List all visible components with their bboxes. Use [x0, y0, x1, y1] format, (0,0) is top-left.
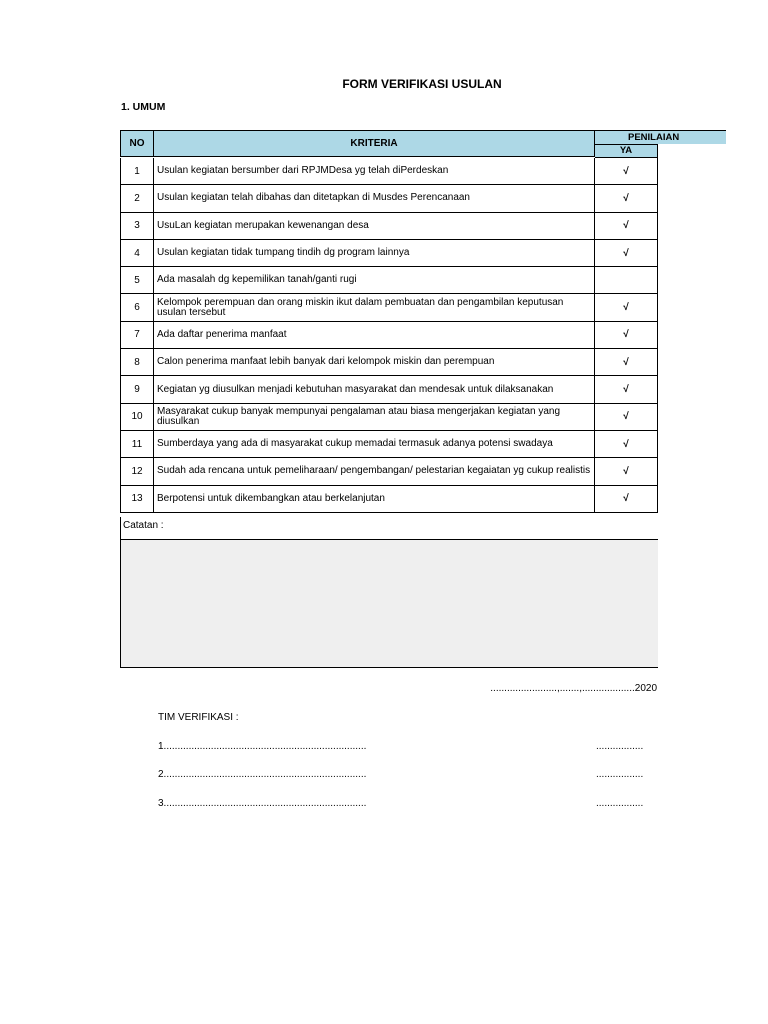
- table-body: [120, 158, 658, 513]
- row-ya-check: √: [595, 213, 658, 240]
- row-kriteria: Kelompok perempuan dan orang miskin ikut dalam pembuatan dan pengambilan keputusan usulan tersebut: [154, 294, 595, 321]
- header-kriteria: KRITERIA: [154, 130, 595, 157]
- row-ya-check: √: [595, 458, 658, 485]
- row-ya-check: √: [595, 431, 658, 458]
- table-row: [120, 404, 658, 431]
- row-kriteria: Usulan kegiatan tidak tumpang tindih dg program lainnya: [154, 240, 595, 267]
- table-row: [120, 294, 658, 321]
- row-ya-check: √: [595, 240, 658, 267]
- row-number: 12: [120, 458, 154, 485]
- row-kriteria: Usulan kegiatan bersumber dari RPJMDesa yg telah diPerdeskan: [154, 158, 595, 185]
- row-number: 11: [120, 431, 154, 458]
- table-row: [120, 322, 658, 349]
- row-ya-check: [595, 267, 658, 294]
- row-ya-check: √: [595, 486, 658, 513]
- row-kriteria: Masyarakat cukup banyak mempunyai pengalaman atau biasa mengerjakan kegiatan yang diusulkan: [154, 404, 595, 431]
- signature-sign-line-1: .................: [596, 741, 644, 752]
- row-ya-check: √: [595, 185, 658, 212]
- row-number: 6: [120, 294, 154, 321]
- row-number: 8: [120, 349, 154, 376]
- header-no: NO: [120, 130, 154, 157]
- row-number: 10: [120, 404, 154, 431]
- table-row: [120, 267, 658, 294]
- row-number: 5: [120, 267, 154, 294]
- signature-name-line-2: 2.........................................................................: [158, 769, 367, 780]
- row-number: 2: [120, 185, 154, 212]
- row-ya-check: √: [595, 404, 658, 431]
- row-ya-check: √: [595, 158, 658, 185]
- table-row: [120, 185, 658, 212]
- table-header: [120, 130, 680, 157]
- catatan-label: Catatan :: [120, 517, 658, 539]
- header-penilaian: PENILAIAN: [595, 130, 726, 144]
- signature-sign-line-2: .................: [596, 769, 644, 780]
- row-number: 7: [120, 322, 154, 349]
- row-kriteria: Ada masalah dg kepemilikan tanah/ganti rugi: [154, 267, 595, 294]
- row-number: 3: [120, 213, 154, 240]
- signature-sign-line-3: .................: [596, 798, 644, 809]
- row-kriteria: Sumberdaya yang ada di masyarakat cukup memadai termasuk adanya potensi swadaya: [154, 431, 595, 458]
- form-title: FORM VERIFIKASI USULAN: [342, 77, 502, 91]
- row-kriteria: Ada daftar penerima manfaat: [154, 322, 595, 349]
- row-number: 13: [120, 486, 154, 513]
- signature-name-line-3: 3.........................................................................: [158, 798, 367, 809]
- header-ya: YA: [595, 144, 658, 158]
- row-kriteria: UsuLan kegiatan merupakan kewenangan desa: [154, 213, 595, 240]
- table-row: [120, 349, 658, 376]
- row-kriteria: Berpotensi untuk dikembangkan atau berkelanjutan: [154, 486, 595, 513]
- row-kriteria: Calon penerima manfaat lebih banyak dari kelompok miskin dan perempuan: [154, 349, 595, 376]
- section-heading: 1. UMUM: [121, 101, 166, 113]
- date-line: ........................,.......,...................2020: [490, 683, 657, 694]
- row-kriteria: Sudah ada rencana untuk pemeliharaan/ pengembangan/ pelestarian kegaiatan yg cukup realistis: [154, 458, 595, 485]
- row-ya-check: √: [595, 376, 658, 403]
- row-kriteria: Kegiatan yg diusulkan menjadi kebutuhan masyarakat dan mendesak untuk dilaksanakan: [154, 376, 595, 403]
- row-number: 4: [120, 240, 154, 267]
- table-row: [120, 213, 658, 240]
- row-ya-check: √: [595, 322, 658, 349]
- row-number: 1: [120, 158, 154, 185]
- table-row: [120, 376, 658, 403]
- row-ya-check: √: [595, 349, 658, 376]
- signature-name-line-1: 1.........................................................................: [158, 741, 367, 752]
- table-row: [120, 486, 658, 513]
- table-row: [120, 158, 658, 185]
- row-number: 9: [120, 376, 154, 403]
- table-row: [120, 458, 658, 485]
- catatan-box[interactable]: [120, 539, 658, 668]
- table-row: [120, 240, 658, 267]
- tim-verifikasi-label: TIM VERIFIKASI :: [158, 712, 239, 723]
- table-row: [120, 431, 658, 458]
- row-kriteria: Usulan kegiatan telah dibahas dan ditetapkan di Musdes Perencanaan: [154, 185, 595, 212]
- row-ya-check: √: [595, 294, 658, 321]
